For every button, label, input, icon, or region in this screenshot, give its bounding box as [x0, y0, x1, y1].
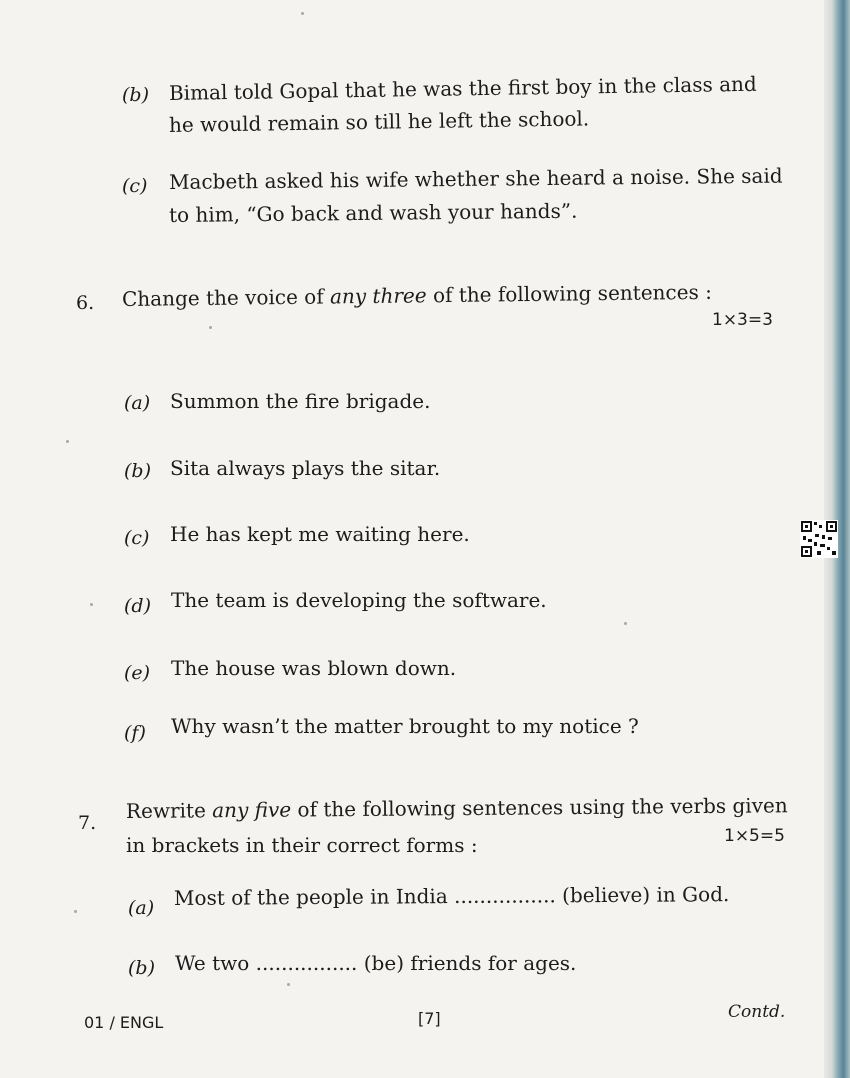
list-item-text: He has kept me waiting here. [170, 522, 470, 546]
list-item-text: The team is developing the software. [171, 588, 547, 612]
prompt-suffix: of the following sentences using the verbs given [297, 793, 788, 822]
list-item-label: (e) [124, 662, 151, 684]
list-item-label: (a) [128, 897, 155, 919]
list-item-text: We two ................ (be) friends for ages. [175, 951, 577, 975]
list-item-text: The house was blown down. [171, 656, 457, 680]
list-item-label: (f) [124, 722, 146, 744]
q5-item-text: Macbeth asked his wife whether she heard a noise. She said [168, 163, 783, 194]
question-number: 7. [78, 812, 97, 834]
q5-item-label: (b) [122, 84, 149, 106]
question-prompt-cont: in brackets in their correct forms : [126, 833, 478, 857]
prompt-emphasis: any three [329, 283, 427, 309]
question-prompt [126, 793, 788, 823]
list-item-label: (d) [124, 595, 151, 617]
prompt-emphasis: any five [212, 797, 292, 823]
paper-speck [66, 440, 69, 443]
paper-code: 01 / ENGL [84, 1013, 164, 1032]
page-number: [7] [418, 1009, 441, 1028]
paper-speck [90, 603, 93, 606]
list-item-label: (b) [128, 957, 155, 979]
paper-speck [301, 12, 304, 15]
prompt-prefix: Rewrite [125, 798, 206, 823]
list-item-label: (c) [124, 527, 150, 549]
q5-item-text-cont: to him, “Go back and wash your hands”. [168, 198, 578, 227]
q5-item-text: Bimal told Gopal that he was the first boy in the class and [168, 71, 757, 105]
question-number: 6. [76, 292, 95, 314]
paper-speck [74, 910, 77, 913]
q5-item-label: (c) [122, 175, 148, 197]
list-item-text: Most of the people in India ................ (believe) in God. [173, 882, 730, 910]
continued-marker: Contd. [728, 1002, 786, 1022]
prompt-suffix: of the following sentences : [432, 279, 713, 308]
marks-allocation: 1×5=5 [724, 826, 785, 846]
qr-code-icon [800, 520, 838, 558]
prompt-prefix: Change the voice of [121, 284, 324, 311]
list-item-label: (b) [124, 460, 151, 482]
list-item-text: Summon the fire brigade. [170, 389, 431, 413]
question-prompt [122, 280, 712, 311]
paper-speck [624, 622, 627, 625]
list-item-text: Why wasn’t the matter brought to my notice ? [171, 714, 639, 738]
q5-item-text-cont: he would remain so till he left the school. [168, 106, 590, 137]
list-item-text: Sita always plays the sitar. [170, 456, 441, 480]
paper-speck [287, 983, 290, 986]
list-item-label: (a) [124, 392, 151, 414]
paper-speck [209, 326, 212, 329]
marks-allocation: 1×3=3 [712, 310, 773, 330]
